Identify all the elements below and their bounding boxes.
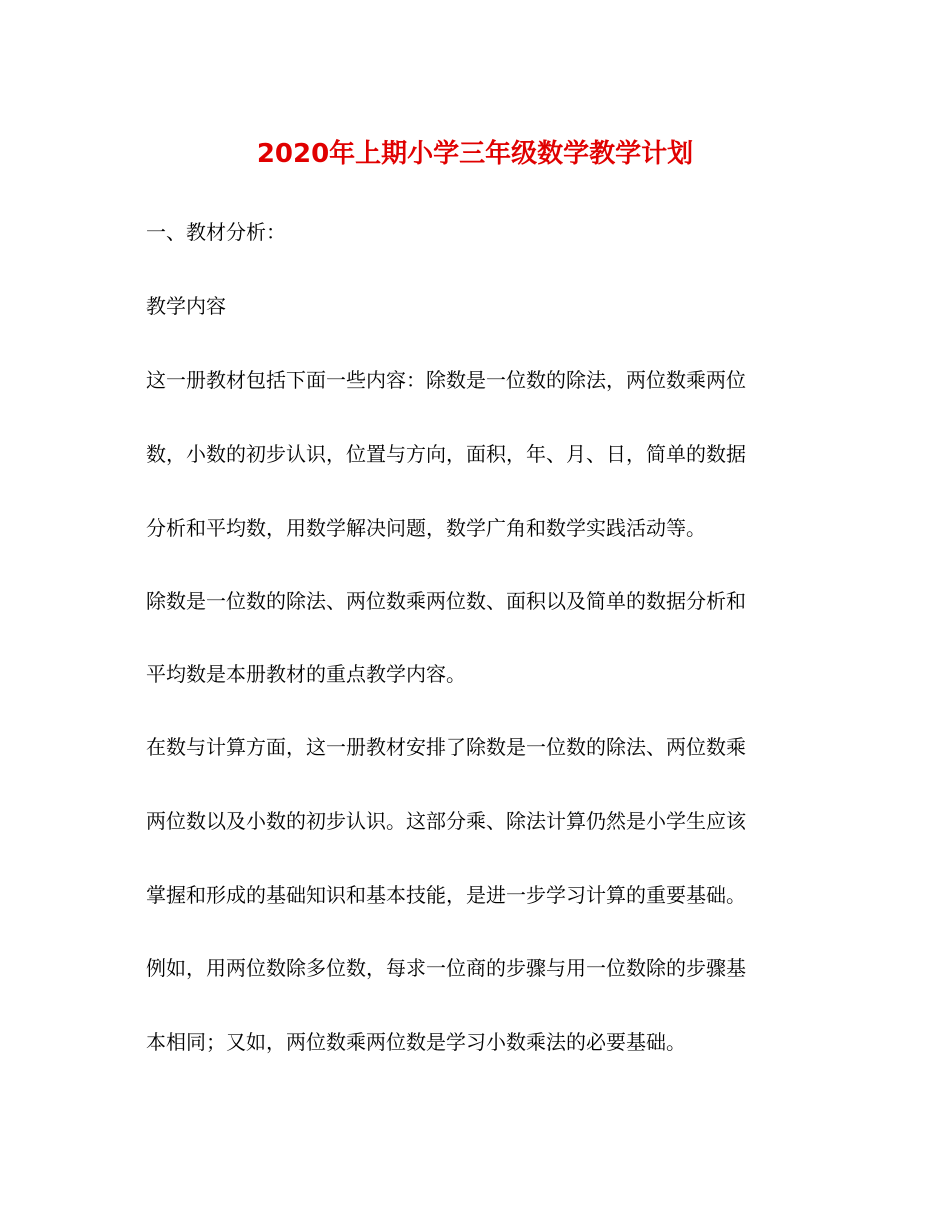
paragraph-line: 分析和平均数，用数学解决问题，数学广角和数学实践活动等。 bbox=[146, 516, 706, 540]
paragraph-line: 两位数以及小数的初步认识。这部分乘、除法计算仍然是小学生应该 bbox=[146, 809, 746, 833]
document-title: 2020年上期小学三年级数学教学计划 bbox=[256, 139, 694, 169]
paragraph-line: 在数与计算方面，这一册教材安排了除数是一位数的除法、两位数乘 bbox=[146, 735, 746, 759]
paragraph-line: 例如，用两位数除多位数，每求一位商的步骤与用一位数除的步骤基 bbox=[146, 956, 746, 980]
paragraph-line: 数，小数的初步认识，位置与方向，面积，年、月、日，简单的数据 bbox=[146, 442, 746, 466]
paragraph-line: 平均数是本册教材的重点教学内容。 bbox=[146, 662, 466, 686]
paragraph-line: 本相同；又如，两位数乘两位数是学习小数乘法的必要基础。 bbox=[146, 1030, 686, 1054]
paragraph-line: 除数是一位数的除法、两位数乘两位数、面积以及简单的数据分析和 bbox=[146, 589, 746, 613]
paragraph-line: 这一册教材包括下面一些内容：除数是一位数的除法，两位数乘两位 bbox=[146, 368, 746, 392]
section-heading: 一、教材分析： bbox=[146, 220, 286, 244]
paragraph-line: 掌握和形成的基础知识和基本技能，是进一步学习计算的重要基础。 bbox=[146, 883, 746, 907]
subsection-heading: 教学内容 bbox=[146, 294, 226, 318]
